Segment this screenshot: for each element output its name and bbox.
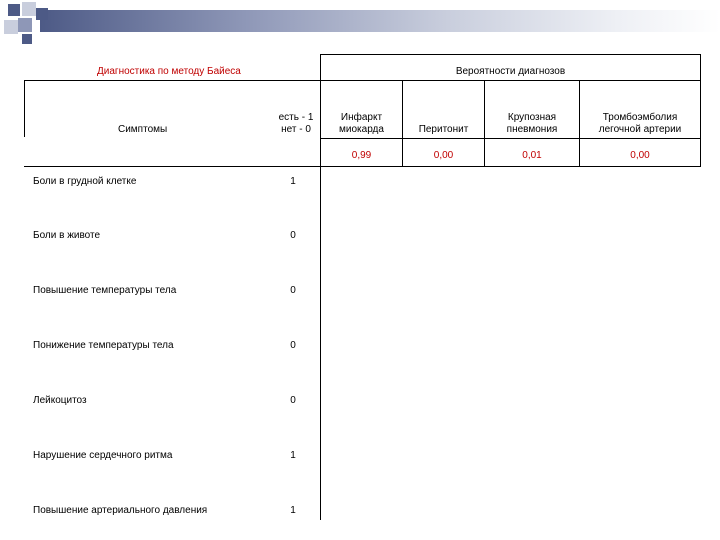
diagnosis-infarction-label: Инфаркт миокарда <box>339 112 384 135</box>
grid-line <box>320 54 701 55</box>
grid-line <box>320 138 701 139</box>
grid-line <box>700 54 701 166</box>
probability-pneumonia: 0,01 <box>522 150 542 161</box>
probability-infarction: 0,99 <box>351 150 372 161</box>
symptom-name: Понижение температуры тела <box>33 340 174 351</box>
symptom-name: Боли в животе <box>33 230 101 241</box>
symptom-name: Лейкоцитоз <box>33 395 87 406</box>
probability-peritonitis: 0,00 <box>433 150 454 161</box>
symptom-value[interactable]: 1 <box>290 176 296 187</box>
grid-line <box>24 80 25 137</box>
symptom-value[interactable]: 0 <box>290 285 296 296</box>
symptom-value[interactable]: 1 <box>290 505 296 516</box>
probabilities-header: Вероятности диагнозов <box>455 66 566 77</box>
symptom-name: Повышение артериального давления <box>33 505 208 516</box>
grid-line <box>24 166 701 167</box>
symptom-value[interactable]: 0 <box>290 340 296 351</box>
presence-legend-0: нет - 0 <box>281 124 311 135</box>
symptom-name: Нарушение сердечного ритма <box>33 450 173 461</box>
symptom-name: Повышение температуры тела <box>33 285 177 296</box>
symptom-value[interactable]: 0 <box>290 230 296 241</box>
presence-legend-1: есть - 1 <box>278 112 314 123</box>
symptom-value[interactable]: 0 <box>290 395 296 406</box>
symptom-name: Боли в грудной клетке <box>33 176 137 187</box>
grid-line <box>24 80 701 81</box>
diagnosis-embolism-label: Тромбоэмболия легочной артерии <box>598 112 682 135</box>
diagnosis-pneumonia-label: Крупозная пневмония <box>506 112 558 135</box>
symptoms-header: Симптомы <box>118 124 168 135</box>
symptom-value[interactable]: 1 <box>290 450 296 461</box>
probability-embolism: 0,00 <box>630 150 650 161</box>
diagnosis-peritonitis-label: Перитонит <box>418 124 469 135</box>
table-title: Диагностика по методу Байеса <box>97 66 241 77</box>
